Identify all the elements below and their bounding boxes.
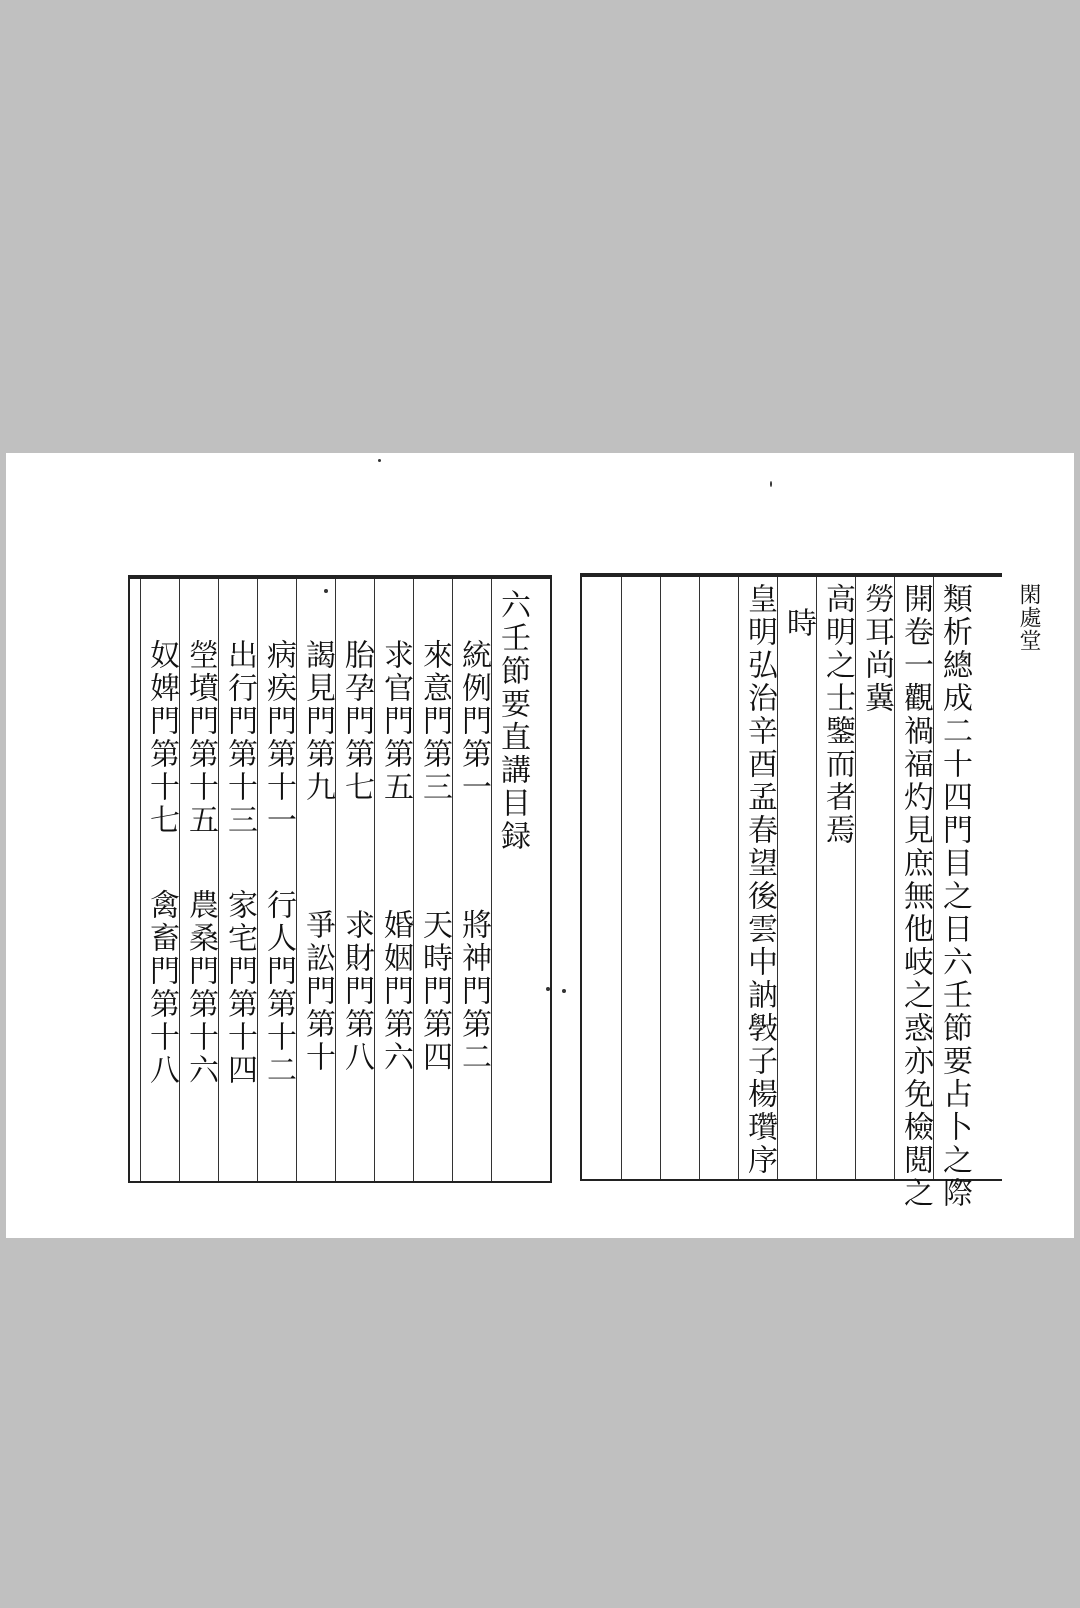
- preface-line: 類析總成二十四門目之日六壬節要占卜之際: [937, 583, 972, 1210]
- toc-title: 六壬節要直講目録: [495, 589, 530, 853]
- toc-entry: 胎孕門第七: [339, 639, 374, 804]
- column-rule: [660, 577, 700, 1179]
- preface-line: 高明之士鑒而者焉: [820, 583, 855, 847]
- toc-entry: 行人門第十二: [261, 889, 296, 1087]
- preface-line: 勞耳尚冀: [859, 583, 894, 715]
- toc-entry: 出行門第十三: [222, 639, 257, 837]
- toc-entry: 求官門第五: [378, 639, 413, 804]
- column-rule: [699, 577, 739, 1179]
- toc-entry: 禽畜門第十八: [144, 889, 179, 1087]
- ink-speck: [770, 481, 772, 487]
- toc-entry: 天時門第四: [417, 909, 452, 1074]
- toc-entry: 來意門第三: [417, 639, 452, 804]
- toc-entry: 求財門第八: [339, 909, 374, 1074]
- toc-entry: 農桑門第十六: [183, 889, 218, 1087]
- preface-signature: 皇明弘治辛酉孟春望後雲中訥斅子楊瓚序: [742, 583, 777, 1177]
- column-rule: [582, 577, 621, 1179]
- ink-speck: [562, 989, 566, 993]
- toc-entry: 爭訟門第十: [300, 909, 335, 1074]
- scanned-book-spread: [6, 453, 1074, 1238]
- preface-line: 開卷一觀禍福灼見庶無他岐之惑亦免檢閲之: [898, 583, 933, 1210]
- toc-entry: 奴婢門第十七: [144, 639, 179, 837]
- preface-page: [580, 573, 1002, 1210]
- column-rule: [777, 577, 817, 1179]
- toc-entry: 病疾門第十一: [261, 639, 296, 837]
- toc-entry: 統例門第一: [456, 639, 491, 804]
- toc-entry: 塋墳門第十五: [183, 639, 218, 837]
- toc-page: [128, 575, 552, 1183]
- toc-entry: 家宅門第十四: [222, 889, 257, 1087]
- toc-entry: 謁見門第九: [300, 639, 335, 804]
- toc-entry: 婚姻門第六: [378, 909, 413, 1074]
- column-rule: [621, 577, 661, 1179]
- ink-speck: [378, 459, 381, 462]
- toc-entry: 將神門第二: [456, 909, 491, 1074]
- margin-label: 閑處堂: [1016, 583, 1041, 652]
- preface-line: 時: [781, 607, 816, 640]
